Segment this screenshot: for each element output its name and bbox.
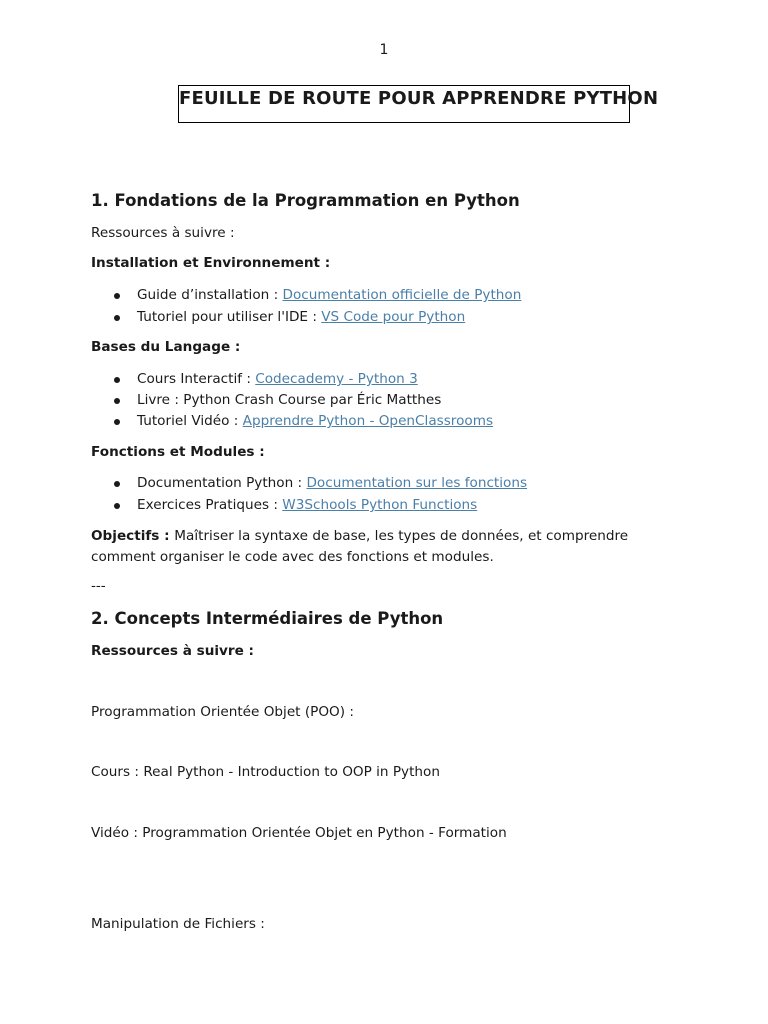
bullet-icon <box>114 419 120 425</box>
list-item-label: Exercices Pratiques : <box>137 497 283 513</box>
list-item <box>137 497 477 513</box>
list-item <box>137 475 527 491</box>
bullet-icon <box>114 293 120 299</box>
section-2-heading: 2. Concepts Intermédiaires de Python <box>91 609 444 628</box>
bullet-icon <box>114 377 120 383</box>
install-heading: Installation et Environnement : <box>91 255 331 271</box>
objectives-label: Objectifs : <box>91 528 175 544</box>
objectives-paragraph <box>91 526 691 568</box>
bullet-icon <box>114 481 120 487</box>
objectives-text: Maîtriser la syntaxe de base, les types de données, et comprendre comment organiser le code avec des fonctions et modules. <box>91 528 629 565</box>
resources-label: Ressources à suivre : <box>91 225 235 241</box>
list-item-label: Tutoriel Vidéo : <box>137 413 243 429</box>
openclassrooms-link[interactable]: Apprendre Python - OpenClassrooms <box>242 413 494 429</box>
list-item <box>137 309 465 325</box>
list-item-label: Documentation Python : <box>137 475 307 491</box>
w3schools-link[interactable]: W3Schools Python Functions <box>282 497 478 513</box>
list-item-label: Guide d’installation : <box>137 287 283 303</box>
files-heading: Manipulation de Fichiers : <box>91 916 265 932</box>
functions-heading: Fonctions et Modules : <box>91 444 265 460</box>
list-item-label: Livre : Python Crash Course par Éric Matthes <box>137 392 442 408</box>
bullet-icon <box>114 398 120 404</box>
page-title: FEUILLE DE ROUTE POUR APPRENDRE PYTHON <box>179 88 659 109</box>
list-item-label: Cours Interactif : <box>137 371 256 387</box>
poo-heading: Programmation Orientée Objet (POO) : <box>91 704 354 720</box>
bases-heading: Bases du Langage : <box>91 339 241 355</box>
codecademy-link[interactable]: Codecademy - Python 3 <box>255 371 418 387</box>
list-item <box>137 371 418 387</box>
section-1-heading: 1. Fondations de la Programmation en Python <box>91 191 520 210</box>
list-item <box>137 287 521 303</box>
list-item-label: Tutoriel pour utiliser l'IDE : <box>137 309 322 325</box>
separator: --- <box>91 578 106 594</box>
title-box <box>178 85 659 123</box>
bullet-icon <box>114 503 120 509</box>
oop-course: Cours : Real Python - Introduction to OOP in Python <box>91 764 440 780</box>
vscode-link[interactable]: VS Code pour Python <box>321 309 466 325</box>
oop-video: Vidéo : Programmation Orientée Objet en Python - Formation <box>91 825 507 841</box>
page-number: 1 <box>379 42 389 58</box>
bullet-icon <box>114 315 120 321</box>
list-item <box>137 392 441 408</box>
list-item <box>137 413 493 429</box>
install-guide-link[interactable]: Documentation officielle de Python <box>282 287 522 303</box>
functions-doc-link[interactable]: Documentation sur les fonctions <box>306 475 528 491</box>
resources-label-2: Ressources à suivre : <box>91 643 254 659</box>
